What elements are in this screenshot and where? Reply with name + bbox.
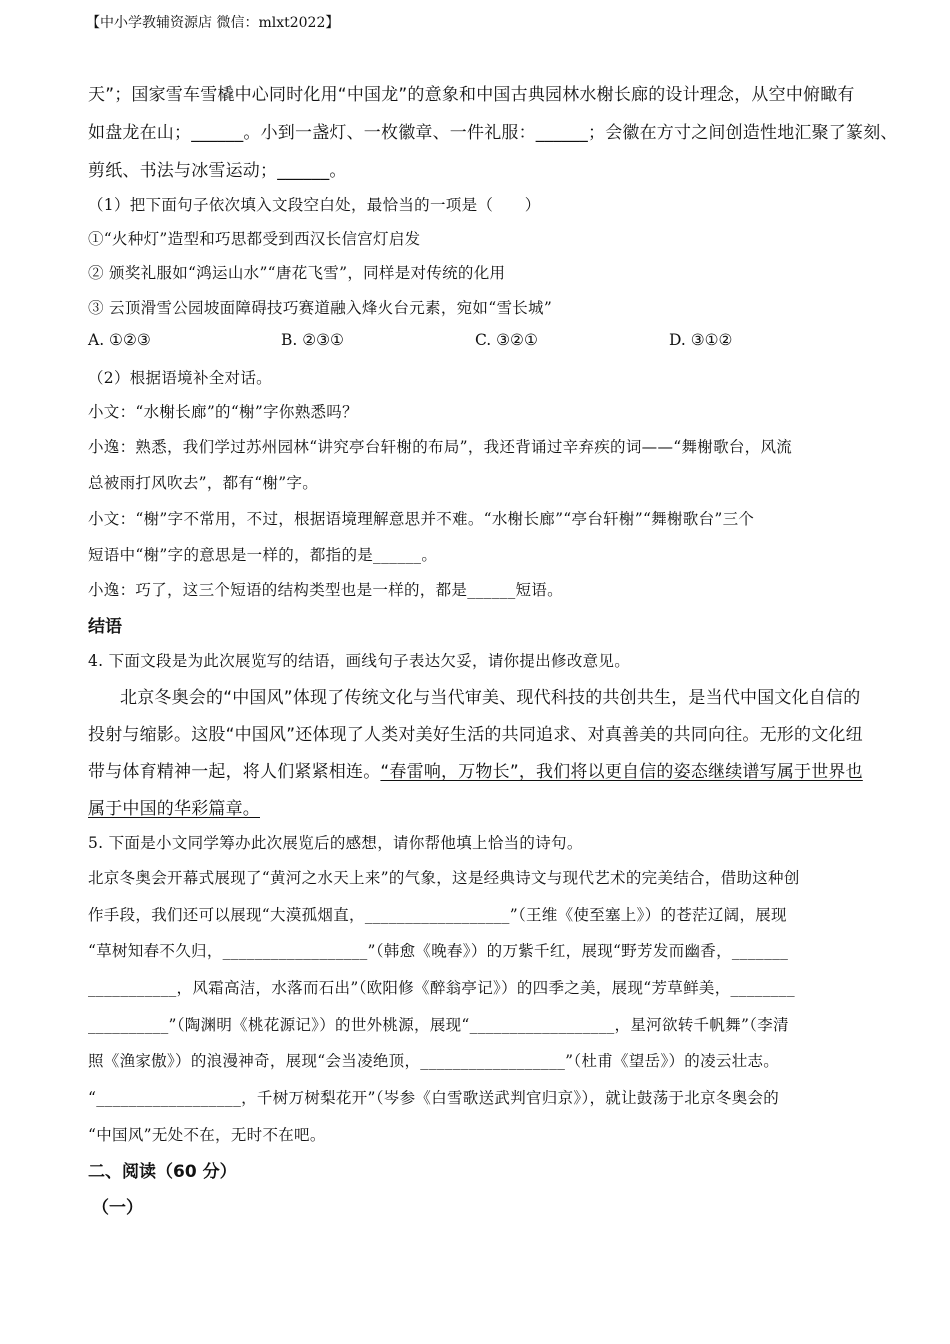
q1-stem: （1）把下面句子依次填入文段空白处，最恰当的一项是（ ） [88,196,541,214]
q1-item-3: ③ 云顶滑雪公园坡面障碍技巧赛道融入烽火台元素，宛如“雪长城” [88,299,553,317]
q1-option-d: D. ③①② [669,331,733,349]
q2-line-5: 短语中“榭”字的意思是一样的，都指的是______。 [88,546,438,564]
q5-line-8: “中国风”无处不在，无时不在吧。 [88,1126,326,1144]
para-top-line-1: 天”；国家雪车雪橇中心同时化用“中国龙”的意象和中国古典园林水榭长廊的设计理念，从空中俯瞰有 [88,85,855,105]
q2-line-6: 小逸：巧了，这三个短语的结构类型也是一样的，都是______短语。 [88,581,563,599]
q2-line-1: 小文：“水榭长廊”的“榭”字你熟悉吗？ [88,403,358,421]
section-jieyu-heading: 结语 [88,617,122,637]
q4-underlined-sentence-part-1: “春雷响，万物长”，我们将以更自信的姿态继续谱写属于世界也 [380,762,863,782]
q1-item-1: ①“火种灯”造型和巧思都受到西汉长信宫灯启发 [88,230,421,248]
q2-line-3: 总被雨打风吹去”，都有“榭”字。 [88,474,319,492]
q4-line-3-text: 带与体育精神一起，将人们紧紧相连。 [88,762,381,782]
q1-option-c: C. ③②① [475,331,538,349]
section-one-heading: （一） [92,1198,143,1218]
section-reading-heading: 二、阅读（60 分） [88,1162,237,1182]
q5-line-2: 作手段，我们还可以展现“大漠孤烟直，__________________”（王维《使至塞上》）的苍茫辽阔，展现 [88,906,787,924]
q5-line-3: “草树知春不久归，__________________”（韩愈《晚春》）的万紫千红，展现“野芳发而幽香，_______ [88,942,789,960]
q1-item-2: ② 颁奖礼服如“鸿运山水”“唐花飞雪”，同样是对传统的化用 [88,264,506,282]
q1-option-b: B. ②③① [281,331,344,349]
para-top-line-3: 剪纸、书法与冰雪运动；______。 [88,161,347,181]
q5-line-6: 照《渔家傲》）的浪漫神奇，展现“会当凌绝顶，__________________”（杜甫《望岳》）的凌云壮志。 [88,1052,780,1070]
q4-line-2: 投射与缩影。这股“中国风”还体现了人类对美好生活的共同追求、对真善美的共同向往。无形的文化纽 [88,725,863,745]
q1-option-a: A. ①②③ [88,331,151,349]
q4-line-3 [88,757,863,782]
q5-line-5: __________”（陶渊明《桃花源记》）的世外桃源，展现“__________________，星河欲转千帆舞”（李清 [88,1016,789,1034]
q5-line-1: 北京冬奥会开幕式展现了“黄河之水天上来”的气象，这是经典诗文与现代艺术的完美结合，借助这种创 [88,869,800,887]
q5-line-7: “__________________，千树万树梨花开”（岑参《白雪歌送武判官归京》），就让鼓荡于北京冬奥会的 [88,1089,780,1107]
q2-stem: （2）根据语境补全对话。 [88,369,272,387]
para-top-line-2: 如盘龙在山；______。小到一盏灯、一枚徽章、一件礼服：______；会徽在方寸之间创造性地汇聚了篆刻、 [88,123,898,143]
q4-underlined-sentence-part-2: 属于中国的华彩篇章。 [88,799,260,819]
q5-line-4: ___________，风霜高洁，水落而石出”（欧阳修《醉翁亭记》）的四季之美，展现“芳草鲜美，________ [88,979,795,997]
q5-stem: 5. 下面是小文同学筹办此次展览后的感想，请你帮他填上恰当的诗句。 [88,834,583,852]
q2-line-4: 小文：“榭”字不常用，不过，根据语境理解意思并不难。“水榭长廊”“亭台轩榭”“舞榭歌台”三个 [88,510,755,528]
page-header: 【中小学教辅资源店 微信：mlxt2022】 [86,15,340,31]
q2-line-2: 小逸：熟悉，我们学过苏州园林“讲究亭台轩榭的布局”，我还背诵过辛弃疾的词——“舞榭歌台，风流 [88,438,793,456]
q4-stem: 4. 下面文段是为此次展览写的结语，画线句子表达欠妥，请你提出修改意见。 [88,652,631,670]
q4-line-1: 北京冬奥会的“中国风”体现了传统文化与当代审美、现代科技的共创共生，是当代中国文化自信的 [120,688,861,708]
